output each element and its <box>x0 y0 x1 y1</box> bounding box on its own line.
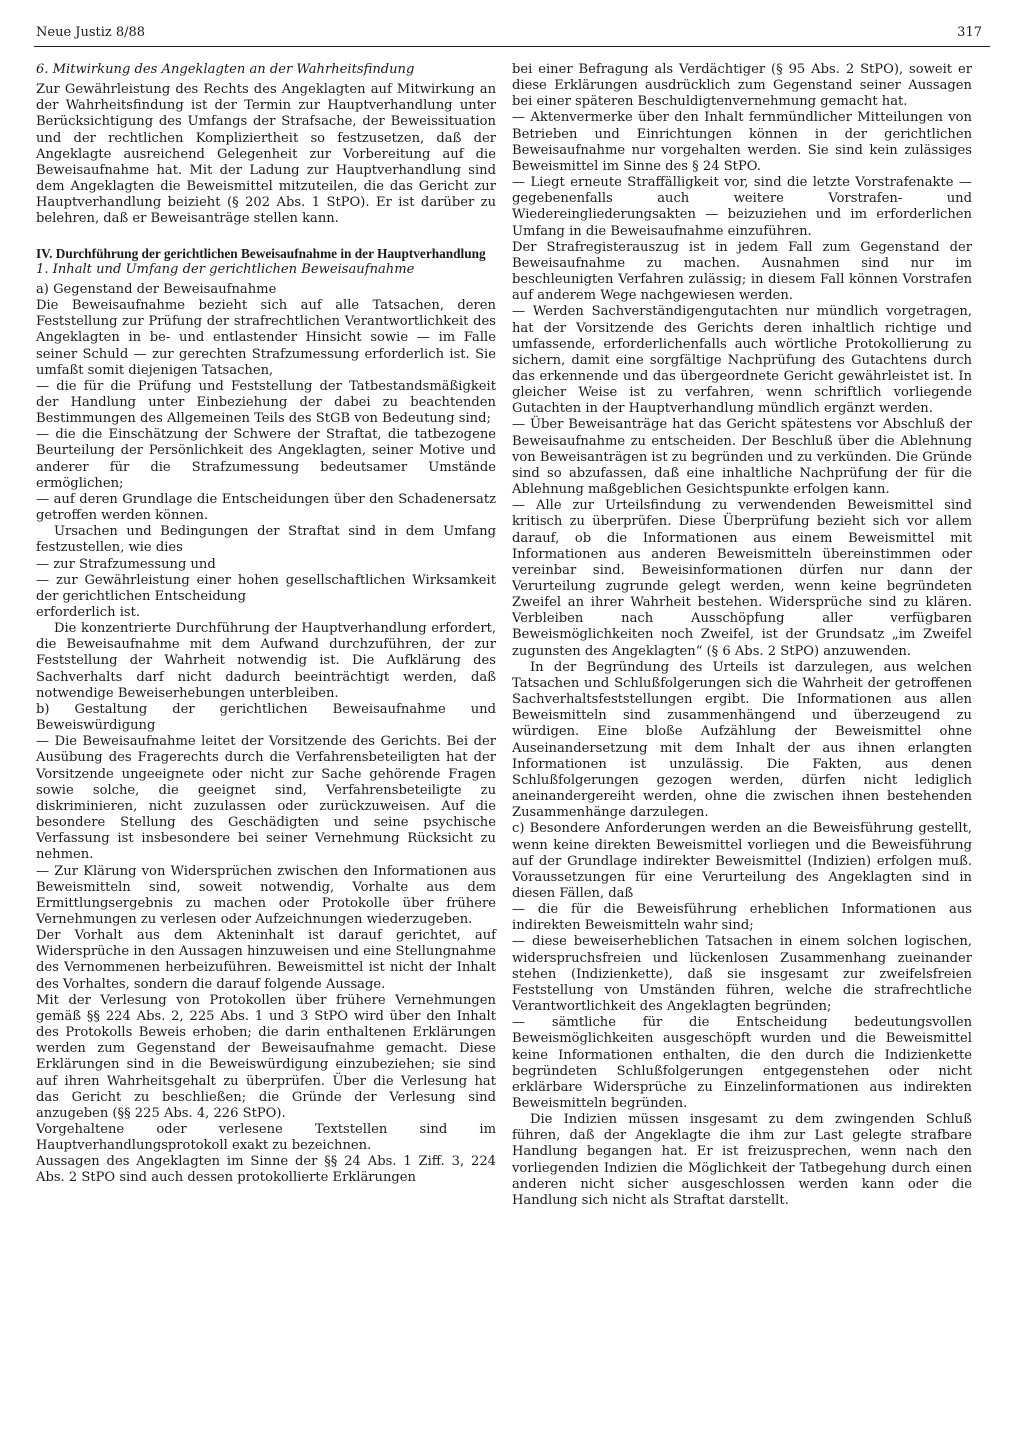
left-column <box>36 62 496 1187</box>
running-header <box>34 18 990 47</box>
paragraph: — die die Einschätzung der Schwere der Straftat, die tatbezogene Beurteilung der Persönlichkeit des Angeklagten, seiner Motive und anderer für die Strafzumessung bedeutsamer Umstände ermöglichen; <box>36 427 496 491</box>
paragraph: — diese beweiserheblichen Tatsachen in einem solchen logischen, widerspruchsfreien und lückenlosen Zusammenhang zueinander stehen (Indizienkette), daß sie insgesamt zur zweifelsfreien Feststellung von Umständen führen, welche die strafrechtliche Verantwortlichkeit des Angeklagten begründen; <box>512 934 972 1015</box>
paragraph: — Liegt erneute Straffälligkeit vor, sind die letzte Vorstrafenakte — gegebenenfalls auch weitere Vorstrafen- und Wiedereingliederungsakten — beizuziehen und im erforderlichen Umfang in die Beweisaufnahme einzuführen. <box>512 175 972 239</box>
paragraph: Die konzentrierte Durchführung der Hauptverhandlung erfordert, die Beweisaufnahme mit dem Aufwand durchzuführen, der zur Feststellung der Wahrheit notwendig ist. Die Aufklärung des Sachverhalts darf nicht dadurch beeinträchtigt werden, daß notwendige Beweiserhebungen unterbleiben. <box>36 621 496 701</box>
paragraph: — Aktenvermerke über den Inhalt fernmündlicher Mitteilungen von Betrieben und Einrichtungen können in der gerichtlichen Beweisaufnahme nur vorgehalten werden. Sie sind kein zulässiges Beweismittel im Sinne des § 24 StPO. <box>512 110 972 174</box>
right-column <box>512 62 972 1209</box>
paragraph: — Über Beweisanträge hat das Gericht spätestens vor Abschluß der Beweisaufnahme zu entscheiden. Der Beschluß über die Ablehnung von Beweisanträgen ist zu begründen und zu verkünden. Die Gründe sind so abzufassen, daß eine inhaltliche Nachprüfung der für die Ablehnung maßgeblichen Gesichtspunkte erfolgen kann. <box>512 417 972 498</box>
paragraph: — Alle zur Urteilsfindung zu verwendenden Beweismittel sind kritisch zu überprüfen. Diese Überprüfung bezieht sich vor allem darauf, ob die Informationen aus einem Beweismittel mit Informationen aus anderen Beweismitteln übereinstimmen oder vereinbar sind. Beweisinformationen dürfen nur dann der Verurteilung zugrunde gelegt werden, wenn keine begründeten Zweifel an ihrer Wahrheit bestehen. Widersprüche sind zu klären. Verbleiben nach Ausschöpfung aller verfügbaren Beweismöglichkeiten noch Zweifel, ist der Grundsatz „im Zweifel zugunsten des Angeklagten“ (§ 6 Abs. 2 StPO) anzuwenden. <box>512 498 972 659</box>
subsection-heading: 1. Inhalt und Umfang der gerichtlichen Beweisaufnahme <box>36 261 415 277</box>
paragraph: Der Strafregisterauszug ist in jedem Fall zum Gegenstand der Beweisaufnahme zu machen. Ausnahmen sind nur im beschleunigten Verfahren zulässig; in diesem Fall können Vorstrafen auf anderem Wege nachgewiesen werden. <box>512 239 972 304</box>
paragraph: Mit der Verlesung von Protokollen über frühere Vernehmungen gemäß §§ 224 Abs. 2, 225 Abs. 1 und 3 StPO wird über den Inhalt des Protokolls Beweis erhoben; die darin enthaltenen Erklärungen werden zum Gegenstand der Beweisaufnahme gemacht. Diese Erklärungen sind in die Beweiswürdigung einzubeziehen; sie sind auf ihren Wahrheitsgehalt zu überprüfen. Über die Verlesung hat das Gericht zu beschließen; die Gründe der Verlesung sind anzugeben (§§ 225 Abs. 4, 226 StPO). <box>36 992 496 1121</box>
page-number: 317 <box>957 25 982 40</box>
journal-page <box>34 18 990 1430</box>
paragraph: bei einer Befragung als Verdächtiger (§ 95 Abs. 2 StPO), soweit er diese Erklärungen ausdrücklich zum Gegenstand seiner Aussagen bei einer späteren Beschuldigtenvernehmung gemacht hat. <box>512 62 972 110</box>
paragraph: a) Gegenstand der Beweisaufnahme <box>36 281 277 297</box>
paragraph: — Werden Sachverständigengutachten nur mündlich vorgetragen, hat der Vorsitzende des Gerichts deren inhaltlich richtige und umfassende, erforderlichenfalls auch wörtliche Protokollierung zu sichern, damit eine sorgfältige Nachprüfung des Gutachtens durch das erkennende und das übergeordnete Gericht gewährleistet ist. In gleicher Weise ist zu verfahren, wenn schriftlich vorliegende Gutachten in der Hauptverhandlung mündlich ergänzt werden. <box>512 304 972 417</box>
paragraph: Der Vorhalt aus dem Akteninhalt ist darauf gerichtet, auf Widersprüche in den Aussagen hinzuweisen und eine Stellungnahme des Vernommenen herbeizuführen. Beweismittel ist nicht der Inhalt des Vorhaltes, sondern die darauf folgende Aussage. <box>36 928 496 992</box>
paragraph: — zur Strafzumessung und <box>36 556 216 572</box>
paragraph: In der Begründung des Urteils ist darzulegen, aus welchen Tatsachen und Schlußfolgerungen sich die Wahrheit der getroffenen Sachverhaltsfeststellungen ergibt. Die Informationen aus allen Beweismitteln sind zusammenhängend und überzeugend zu würdigen. Eine bloße Aufzählung der Beweismittel ohne Auseinandersetzung mit dem Inhalt der aus ihnen erlangten Informationen ist unzulässig. Die Fakten, aus denen Schlußfolgerungen gezogen werden, dürfen nicht lediglich aneinandergereiht werden, ohne die zwischen ihnen bestehenden Zusammenhänge darzulegen. <box>512 659 972 821</box>
spacer <box>36 228 496 238</box>
paragraph: — sämtliche für die Entscheidung bedeutungsvollen Beweismöglichkeiten ausgeschöpft wurden und die Beweismittel keine Informationen enthalten, die den durch die Indizienkette begründeten Schlußfolgerungen entgegenstehen oder nicht erklärbare Widersprüche zu Einzelinformationen aus indirekten Beweismitteln begründen. <box>512 1015 972 1111</box>
paragraph: — Die Beweisaufnahme leitet der Vorsitzende des Gerichts. Bei der Ausübung des Fragerechts durch die Verfahrensbeteiligten hat der Vorsitzende ungeeignete oder nicht zur Sache gehörende Fragen sowie solche, die geeignet sind, Verfahrensbeteiligte zu diskriminieren, nicht zuzulassen oder zurückzuweisen. Auf die besondere Stellung des Geschädigten und seine psychische Verfassung ist insbesondere bei seiner Vernehmung Rücksicht zu nehmen. <box>36 734 496 863</box>
paragraph: — auf deren Grundlage die Entscheidungen über den Schadenersatz getroffen werden können. <box>36 491 496 524</box>
subsection-heading: 6. Mitwirkung des Angeklagten an der Wahrheitsfindung <box>36 62 415 77</box>
paragraph: Die Indizien müssen insgesamt zu dem zwingenden Schluß führen, daß der Angeklagte die ihm zur Last gelegte strafbare Handlung begangen hat. Er ist freizusprechen, wenn nach den vorliegenden Indizien die Möglichkeit der Tatbegehung durch einen anderen nicht sicher ausgeschlossen werden kann oder die Handlung sich nicht als Straftat darstellt. <box>512 1112 972 1208</box>
paragraph: Aussagen des Angeklagten im Sinne der §§ 24 Abs. 1 Ziff. 3, 224 Abs. 2 StPO sind auch dessen protokollierte Erklärungen <box>36 1154 496 1186</box>
paragraph: Die Beweisaufnahme bezieht sich auf alle Tatsachen, deren Feststellung zur Prüfung der strafrechtlichen Verantwortlichkeit des Angeklagten in be- und entlastender Hinsicht sowie — im Falle seiner Schuld — zur gerechten Strafzumessung erforderlich ist. Sie umfaßt somit diejenigen Tatsachen, <box>36 298 496 378</box>
paragraph: — zur Gewährleistung einer hohen gesellschaftlichen Wirksamkeit der gerichtlichen Entscheidung <box>36 572 496 604</box>
paragraph: b) Gestaltung der gerichtlichen Beweisaufnahme und Beweiswürdigung <box>36 701 496 734</box>
paragraph: Ursachen und Bedingungen der Straftat sind in dem Umfang festzustellen, wie dies <box>36 524 496 556</box>
paragraph: Vorgehaltene oder verlesene Textstellen sind im Hauptverhandlungsprotokoll exakt zu bezeichnen. <box>36 1122 496 1154</box>
paragraph: c) Besondere Anforderungen werden an die Beweisführung gestellt, wenn keine direkten Beweismittel vorliegen und die Beweisführung auf der Grundlage indirekter Beweismittel (Indizien) erfolgen muß. Voraussetzungen für eine Verurteilung des Angeklagten sind in diesen Fällen, daß <box>512 821 972 901</box>
paragraph: erforderlich ist. <box>36 605 141 620</box>
paragraph: — Zur Klärung von Widersprüchen zwischen den Informationen aus Beweismitteln sind, soweit notwendig, Vorhalte aus dem Ermittlungsergebnis zu machen oder Protokolle über frühere Vernehmungen zu verlesen oder Aufzeichnungen wiederzugeben. <box>36 863 496 927</box>
paragraph: — die für die Prüfung und Feststellung der Tatbestandsmäßigkeit der Handlung unter Einbeziehung der dabei zu beachtenden Bestimmungen des Allgemeinen Teils des StGB von Bedeutung sind; <box>36 378 496 427</box>
paragraph: Zur Gewährleistung des Rechts des Angeklagten auf Mitwirkung an der Wahrheitsfindung ist der Termin zur Hauptverhandlung unter Berücksichtigung des Umfangs der Strafsache, der Beweissituation und der rechtlichen Kompliziertheit so festzusetzen, daß der Angeklagte ausreichend Gelegenheit zur Vorbereitung auf die Beweisaufnahme hat. Mit der Ladung zur Hauptverhandlung sind dem Angeklagten die Beweismittel mitzuteilen, die das Gericht zur Hauptverhandlung beizieht (§ 202 Abs. 1 StPO). Er ist darüber zu belehren, daß er Beweisanträge stellen kann. <box>36 82 496 227</box>
journal-title: Neue Justiz 8/88 <box>36 25 146 40</box>
section-heading: IV. Durchführung der gerichtlichen Beweisaufnahme in der Hauptverhandlung <box>36 245 486 261</box>
paragraph: — die für die Beweisführung erheblichen Informationen aus indirekten Beweismitteln wahr sind; <box>512 902 972 934</box>
